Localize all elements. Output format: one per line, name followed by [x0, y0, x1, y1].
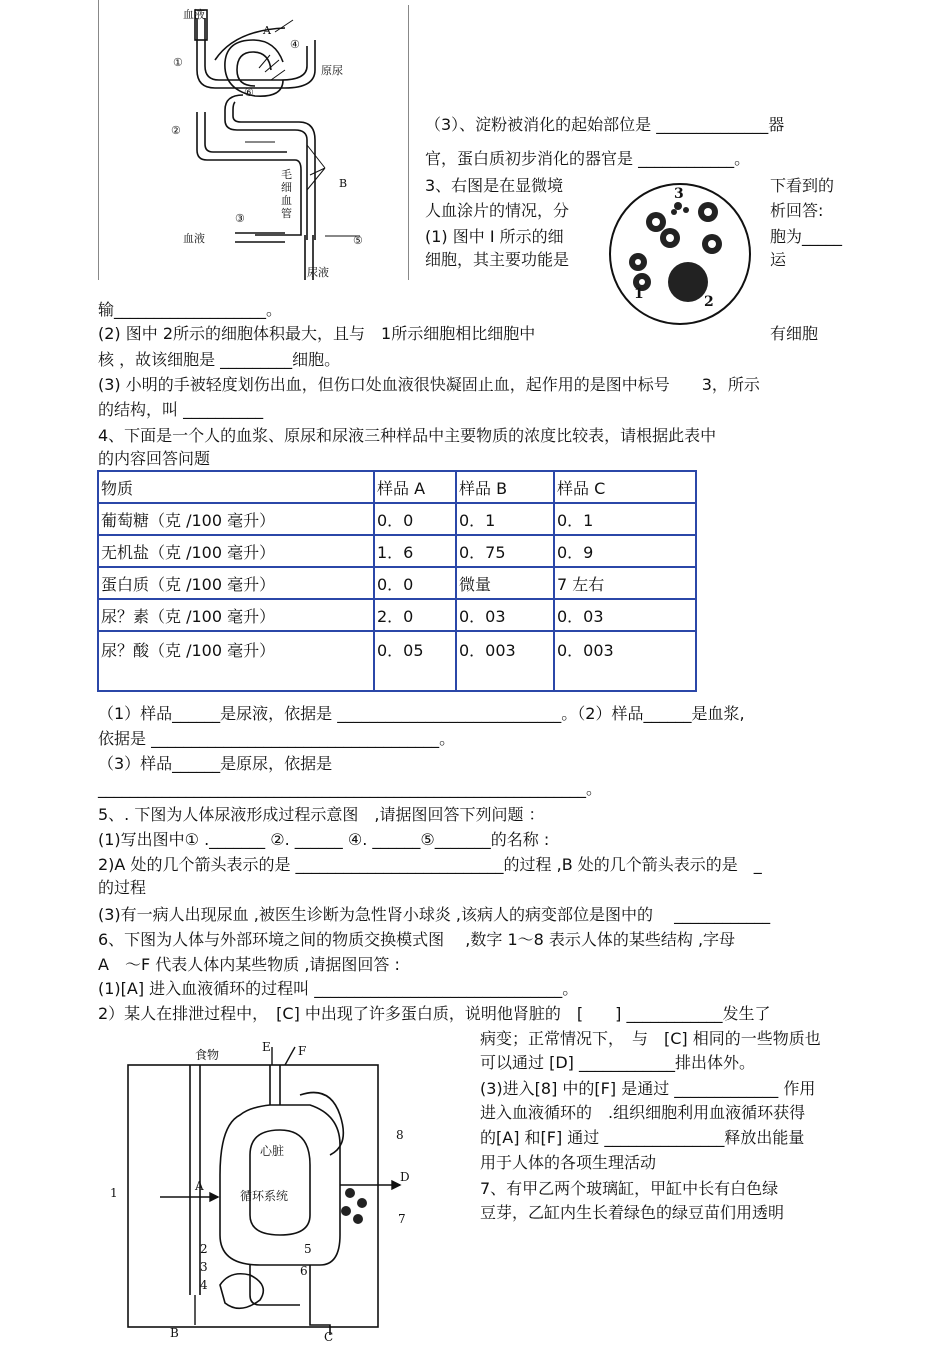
table-cell: 尿？素（克 /100 毫升） [98, 599, 374, 631]
q4-answer-1: （1）样品______是尿液，依据是 ____________________________。（2）样品______是血浆, [98, 704, 745, 723]
body-exchange-diagram [100, 1035, 460, 1345]
body-label-4: 4 [200, 1278, 208, 1292]
q3-line7: 核 ，故该细胞是 _________细胞。 [98, 350, 341, 369]
table-header-cell: 样品 A [374, 471, 456, 503]
q3-line1-left: 3、右图是在显微境 [425, 176, 564, 195]
body-label-B: B [170, 1326, 179, 1340]
q3-line6-right: 有细胞 [770, 324, 819, 343]
smear-label-3: 3 [674, 186, 684, 202]
body-label-food: 食物 [195, 1048, 220, 1062]
table-cell: 7 左右 [554, 567, 696, 599]
body-label-E: E [262, 1040, 271, 1054]
label-primary-urine: 原尿 [321, 64, 343, 77]
table-cell: 微量 [456, 567, 554, 599]
q6-right-1: 病变；正常情况下， 与 [C] 相同的一些物质也 [480, 1029, 821, 1048]
table-header-cell: 物质 [98, 471, 374, 503]
q4-intro-2: 的内容回答问题 [98, 449, 211, 468]
q7-line2: 豆芽，乙缸内生长着绿色的绿豆苗们用透明 [480, 1203, 785, 1222]
q6-line1: 6、下图为人体与外部环境之间的物质交换模式图 ,数字 1～8 表示人体的某些结构 ,字母 [98, 930, 736, 949]
q6-right-4: 进入血液循环的 .组织细胞利用血液循环获得 [480, 1103, 806, 1122]
table-cell: 葡萄糖（克 /100 毫升） [98, 503, 374, 535]
q3-line9: 的结构，叫 __________ [98, 400, 264, 419]
q3-line3-left: (1) 图中 Ⅰ 所示的细 [425, 227, 564, 246]
label-5: ⑤ [353, 234, 363, 247]
label-blood-in: 血液 [183, 8, 205, 21]
body-label-7: 7 [398, 1212, 406, 1226]
table-cell: 0．1 [456, 503, 554, 535]
table-cell: 0．9 [554, 535, 696, 567]
concentration-table [97, 470, 697, 692]
table-row [98, 535, 696, 567]
q3-line3-right: 胞为_____ [770, 227, 843, 246]
table-row [98, 631, 696, 691]
margin-line-middle [408, 5, 409, 280]
body-label-6: 6 [300, 1264, 308, 1278]
q6-right-3: (3)进入[8] 中的[F] 是通过 _____________ 作用 [480, 1079, 816, 1098]
q6-line3: (1)[A] 进入血液循环的过程叫 _______________________________。 [98, 979, 579, 998]
blood-smear-diagram [608, 182, 753, 327]
table-header-cell: 样品 B [456, 471, 554, 503]
label-4: ④ [290, 38, 300, 51]
table-cell: 无机盐（克 /100 毫升） [98, 535, 374, 567]
body-label-circulation: 循环系统 [240, 1189, 289, 1203]
table-cell: 0．003 [456, 631, 554, 691]
q4-answer-3: （3）样品______是原尿，依据是 [98, 754, 333, 773]
table-cell: 0．0 [374, 567, 456, 599]
label-blood-out: 血液 [183, 232, 205, 245]
body-label-C: C [324, 1330, 334, 1344]
label-6: ⑥ [244, 86, 254, 99]
body-label-F: F [298, 1044, 307, 1058]
table-cell: 尿？酸（克 /100 毫升） [98, 631, 374, 691]
body-label-1: 1 [110, 1186, 118, 1200]
table-cell: 0．003 [554, 631, 696, 691]
q6-right-6: 用于人体的各项生理活动 [480, 1153, 657, 1172]
body-label-heart: 心脏 [260, 1144, 285, 1158]
q3-digestion-line-1: （3）、淀粉被消化的起始部位是 ______________器 [425, 115, 785, 134]
q6-right-2: 可以通过 [D] ____________排出体外。 [480, 1053, 755, 1072]
table-cell: 1．6 [374, 535, 456, 567]
table-cell: 蛋白质（克 /100 毫升） [98, 567, 374, 599]
table-cell: 0．75 [456, 535, 554, 567]
q3-line4-left: 细胞，其主要功能是 [425, 250, 570, 269]
label-2: ② [171, 124, 181, 137]
q3-line2-right: 析回答: [770, 201, 824, 220]
table-header-row [98, 471, 696, 503]
q5-line3: 2)A 处的几个箭头表示的是 __________________________的过程 ,B 处的几个箭头表示的是 _ [98, 855, 762, 874]
q5-line2: (1)写出图中① ._______ ②. ______ ④. ______⑤_______的名称 : [98, 830, 550, 849]
label-B: B [339, 177, 348, 190]
table-cell: 0．05 [374, 631, 456, 691]
q7-line1: 7、有甲乙两个玻璃缸，甲缸中长有白色绿 [480, 1179, 779, 1198]
table-row [98, 567, 696, 599]
body-label-D: D [400, 1170, 410, 1184]
q3-digestion-line-2: 官，蛋白质初步消化的器官是 ____________。 [425, 149, 751, 168]
table-header-cell: 样品 C [554, 471, 696, 503]
q5-line1: 5、. 下图为人体尿液形成过程示意图 ,请据图回答下列问题 ： [98, 805, 545, 824]
table-row [98, 599, 696, 631]
table-cell: 2．0 [374, 599, 456, 631]
label-capillary-1: 毛 [281, 168, 292, 181]
q5-line4: 的过程 [98, 878, 147, 897]
q3-line4-right: 运 [770, 250, 787, 269]
q6-right-5: 的[A] 和[F] 通过 _______________释放出能量 [480, 1128, 805, 1147]
nephron-diagram [171, 0, 380, 285]
body-label-5: 5 [304, 1242, 312, 1256]
q4-intro-1: 4、下面是一个人的血浆、原尿和尿液三种样品中主要物质的浓度比较表，请根据此表中 [98, 426, 717, 445]
label-1: ① [173, 56, 183, 69]
body-label-3: 3 [200, 1260, 208, 1274]
q3-line6-left: (2) 图中 2所示的细胞体积最大，且与 1所示细胞相比细胞中 [98, 324, 536, 343]
label-capillary-3: 血 [281, 194, 292, 207]
body-label-A: A [195, 1179, 204, 1193]
q5-line5: (3)有一病人出现尿血 ,被医生诊断为急性肾小球炎 ,该病人的病变部位是图中的 ____________ [98, 905, 771, 924]
q6-line4: 2）某人在排泄过程中， [C] 中出现了许多蛋白质，说明他肾脏的 [ ] ____________发生了 [98, 1004, 771, 1023]
table-cell: 0．1 [554, 503, 696, 535]
q3-line2-left: 人血涂片的情况，分 [425, 201, 570, 220]
table-row [98, 503, 696, 535]
label-3: ③ [235, 212, 245, 225]
margin-line-left [98, 0, 99, 280]
smear-label-2: 2 [704, 294, 714, 310]
q3-line5: 输___________________。 [98, 300, 283, 319]
body-label-8: 8 [396, 1128, 404, 1142]
table-cell: 0．0 [374, 503, 456, 535]
smear-label-1: 1 [634, 286, 644, 302]
q4-answer-2: 依据是 ____________________________________。 [98, 729, 456, 748]
label-capillary-2: 细 [281, 181, 292, 194]
q3-line1-right: 下看到的 [770, 176, 835, 195]
body-label-2: 2 [200, 1242, 208, 1256]
label-A: A [263, 24, 271, 37]
q6-line2: A ～F 代表人体内某些物质 ,请据图回答 : [98, 955, 400, 974]
q3-line8: (3) 小明的手被轻度划伤出血，但伤口处血液很快凝固止血，起作用的是图中标号 3，所示 [98, 375, 760, 394]
label-capillary-4: 管 [281, 207, 292, 220]
table-cell: 0．03 [554, 599, 696, 631]
table-cell: 0．03 [456, 599, 554, 631]
q4-answer-4: _____________________________________________________________。 [98, 779, 603, 798]
label-urine: 尿液 [307, 266, 329, 279]
